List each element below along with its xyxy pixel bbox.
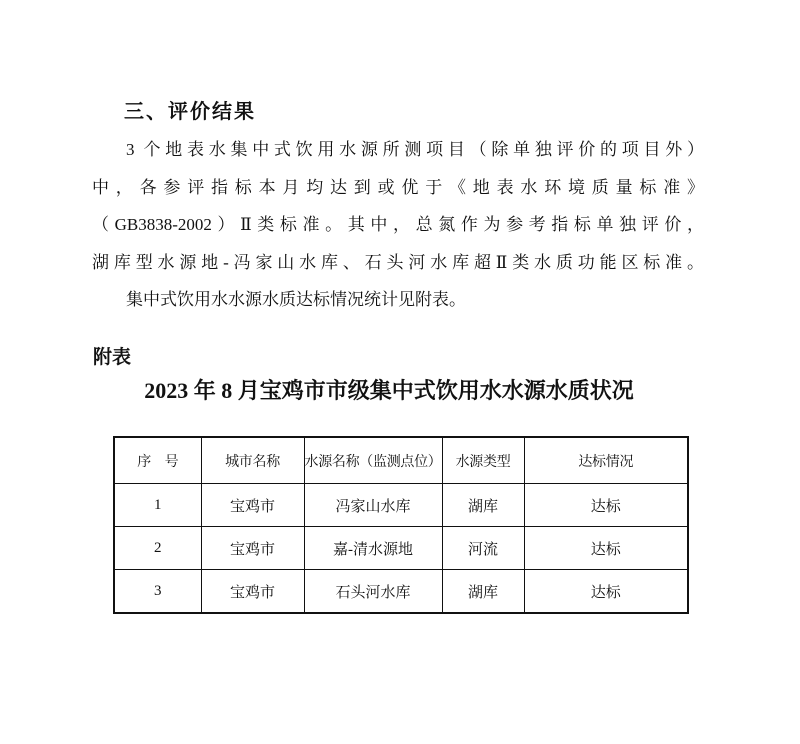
table-row — [114, 570, 688, 614]
cell-serial-number: 2 — [114, 527, 201, 570]
cell-source-name: 嘉-清水源地 — [304, 527, 442, 570]
cell-source-name: 冯家山水库 — [304, 484, 442, 527]
cell-serial-number: 3 — [114, 570, 201, 614]
table-row — [114, 484, 688, 527]
paragraph-line: 湖库型水源地-冯家山水库、石头河水库超Ⅱ类水质功能区标准。 — [92, 252, 704, 272]
header-source-type: 水源类型 — [442, 437, 524, 484]
table-header-row — [114, 437, 688, 484]
appendix-label: 附表 — [93, 347, 132, 368]
paragraph-closing-line: 集中式饮用水水源水质达标情况统计见附表。 — [126, 290, 466, 309]
cell-compliance-status: 达标 — [524, 527, 688, 570]
water-quality-table — [113, 436, 689, 614]
cell-city-name: 宝鸡市 — [201, 484, 304, 527]
cell-source-type: 湖库 — [442, 570, 524, 614]
header-serial-number: 序 号 — [114, 437, 201, 484]
cell-city-name: 宝鸡市 — [201, 527, 304, 570]
cell-source-name: 石头河水库 — [304, 570, 442, 614]
paragraph-line: 3 个地表水集中式饮用水源所测项目（除单独评价的项目外） — [126, 140, 704, 159]
cell-source-type: 湖库 — [442, 484, 524, 527]
cell-source-type: 河流 — [442, 527, 524, 570]
paragraph-line: 中，各参评指标本月均达到或优于《地表水环境质量标准》 — [92, 177, 704, 197]
cell-city-name: 宝鸡市 — [201, 570, 304, 614]
header-source-name: 水源名称（监测点位） — [304, 437, 442, 484]
section-heading: 三、评价结果 — [124, 101, 256, 123]
cell-compliance-status: 达标 — [524, 570, 688, 614]
header-compliance-status: 达标情况 — [524, 437, 688, 484]
cell-compliance-status: 达标 — [524, 484, 688, 527]
table-title: 2023 年 8 月宝鸡市市级集中式饮用水水源水质状况 — [144, 378, 634, 403]
evaluation-paragraph — [92, 131, 704, 319]
table-row — [114, 527, 688, 570]
cell-serial-number: 1 — [114, 484, 201, 527]
paragraph-line: （GB3838-2002）Ⅱ类标准。其中，总氮作为参考指标单独评价， — [92, 215, 704, 234]
header-city-name: 城市名称 — [201, 437, 304, 484]
